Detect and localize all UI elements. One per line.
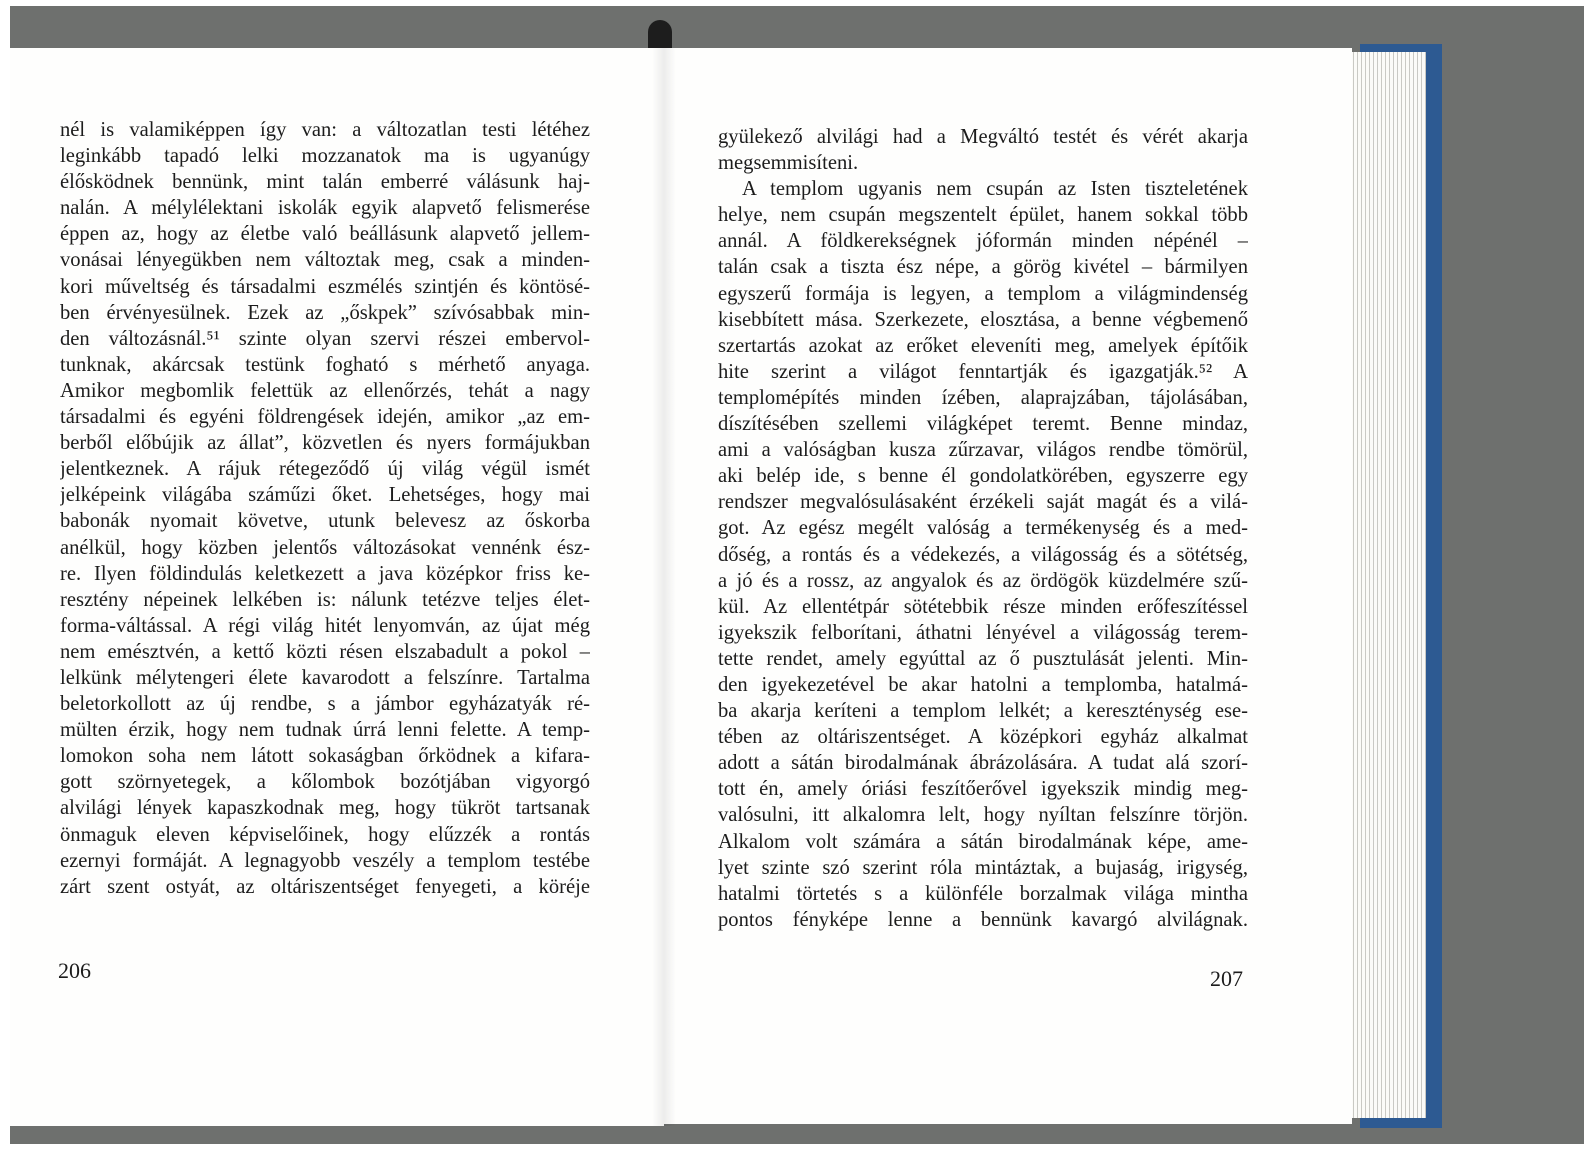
text-line: gyülekező alvilági had a Megváltó testét és vérét akarja — [718, 126, 1248, 148]
text-line: jelentkeznek. A rájuk rétegeződő új világ végül ismét — [60, 458, 590, 481]
text-line: resztény népeinek lelkében is: nálunk tetézve teljes élet- — [60, 588, 590, 611]
page-number-right: 207 — [1210, 966, 1243, 991]
text-line: önmaguk eleven képviselőinek, hogy elűzzék a rontás — [60, 823, 590, 846]
text-line: got. Az egész megélt valóság a termékenység és a med- — [718, 517, 1248, 540]
text-line: ami a valóságban kusza zűrzavar, világos rendbe tömörül, — [718, 439, 1248, 462]
right-page-text — [718, 124, 1248, 933]
text-line: díszítésében szellemi világképet teremt. Benne mindaz, — [718, 413, 1248, 436]
text-line: kül. Az ellentétpár sötétebbik része minden erőfeszítéssel — [718, 595, 1248, 618]
page-number-left: 206 — [58, 958, 91, 983]
text-line: templomépítés minden ízében, alaprajzában, tájolásában, — [718, 386, 1248, 409]
text-line: alvilági lények kapaszkodnak meg, hogy tükröt tartsanak — [60, 797, 590, 820]
text-line: igyekszik felborítani, áthatni lényével a világosság terem- — [718, 621, 1248, 644]
text-line: nem emésztvén, a kettő közti résen elszabadult a pokol – — [60, 640, 590, 663]
text-line: aki belép ide, s benne él gondolatkörében, egyszerre egy — [718, 465, 1248, 488]
text-line: szertartás azokat az erőket eleveníti meg, amelyek építőik — [718, 334, 1248, 357]
text-line: kisebbített mása. Szerkezete, elosztása, a benne végbemenő — [718, 308, 1248, 331]
text-line: rendszer megvalósulásaként érzékeli saját magát és a vilá- — [718, 491, 1248, 514]
text-line: annál. A földkerekségnek jóformán minden népénél – — [718, 230, 1248, 253]
text-line: kori műveltség és társadalmi eszmélés szintjén és köntösé- — [60, 275, 590, 298]
text-line: berből előbújik az állat”, közvetlen és nyers formájukban — [60, 432, 590, 455]
text-line: beletorkollott az új rendbe, s a jámbor egyházatyák ré- — [60, 693, 590, 716]
text-line: leginkább tapadó lelki mozzanatok ma is ugyanúgy — [60, 145, 590, 168]
text-line: zárt szent ostyát, az oltáriszentséget fenyegeti, a köréje — [60, 875, 590, 898]
text-line: tette rendet, amely egyúttal az ő pusztulását jelenti. Min- — [718, 647, 1248, 670]
text-line: élősködnek bennünk, mint talán emberré válásunk haj- — [60, 171, 590, 194]
text-line: nalán. A mélylélektani iskolák egyik alapvető felismerése — [60, 197, 590, 220]
text-line: dőség, a rontás és a védekezés, a világosság és a sötétség, — [718, 543, 1248, 566]
text-line: anélkül, hogy közben jelentős változásokat vennénk ész- — [60, 536, 590, 559]
text-line: társadalmi és egyéni földrengések idején, amikor „az em- — [60, 406, 590, 429]
text-line: A templom ugyanis nem csupán az Isten tiszteletének — [742, 178, 1248, 201]
text-line: gott szörnyetegek, a kőlombok bozótjában vigyorgó — [60, 771, 590, 794]
text-line: éppen az, hogy az életbe való beállásunk alapvető jellem- — [60, 223, 590, 246]
text-line: hite szerint a világot fenntartják és igazgatják.⁵² A — [718, 360, 1248, 383]
text-line: a jó és a rossz, az angyalok és az ördögök küzdelmére szű- — [718, 569, 1248, 592]
text-line: vonásai lényegükben nem változtak meg, csak a minden- — [60, 249, 590, 272]
book-gutter — [652, 48, 676, 1126]
text-line: den változásnál.⁵¹ szinte olyan szervi részei embervol- — [60, 327, 590, 350]
text-line: pontos fényképe lenne a bennünk kavargó alvilágnak. — [718, 908, 1248, 931]
text-line: ezernyi formáját. A legnagyobb veszély a templom testébe — [60, 849, 590, 872]
text-line: megsemmisíteni. — [718, 152, 859, 175]
text-line: helye, nem csupán megszentelt épület, hanem sokkal több — [718, 204, 1248, 227]
text-line: egyszerű formája is legyen, a templom a világmindenség — [718, 282, 1248, 305]
text-line: Alkalom volt számára a sátán birodalmának képe, ame- — [718, 830, 1248, 853]
text-line: mülten érzik, hogy nem tudnak úrrá lenni felette. A temp- — [60, 719, 590, 742]
text-line: forma-váltással. A régi világ hitét lenyomván, az újat még — [60, 614, 590, 637]
text-line: tében az oltáriszentséget. A középkori egyház alkalmat — [718, 726, 1248, 749]
text-line: lyet szinte szó szerint róla mintáztak, a bujaság, irigység, — [718, 856, 1248, 879]
text-line: tunknak, akárcsak testünk fogható s mérhető anyaga. — [60, 353, 590, 376]
left-page-text — [60, 117, 590, 900]
text-line: nél is valamiképpen így van: a változatlan testi létéhez — [60, 119, 590, 141]
text-line: tott én, amely óriási feszítőerővel igyekszik mindig meg- — [718, 778, 1248, 801]
text-line: Amikor megbomlik felettük az ellenőrzés, tehát a nagy — [60, 379, 590, 402]
text-line: den igyekezetével be akar hatolni a templomba, hatalmá- — [718, 673, 1248, 696]
text-line: valósulni, itt alkalomra lelt, hogy nyíltan felszínre törjön. — [718, 804, 1248, 827]
text-line: talán csak a tiszta ész népe, a görög kivétel – bármilyen — [718, 256, 1248, 279]
text-line: babonák nyomait követve, utunk belevesz az őskorba — [60, 510, 590, 533]
text-line: ba akarja keríteni a templom lelkét; a kereszténység ese- — [718, 700, 1248, 723]
text-line: ben érvényesülnek. Ezek az „őskpek” szívósabbak min- — [60, 301, 590, 324]
page-stack-edge — [1346, 52, 1426, 1118]
text-line: hatalmi törtetés s a különféle borzalmak világa mintha — [718, 882, 1248, 905]
text-line: lelkünk mélytengeri élete kavarodott a felszínre. Tartalma — [60, 666, 590, 689]
text-line: jelképeink világába száműzi őket. Lehetséges, hogy mai — [60, 484, 590, 507]
text-line: re. Ilyen földindulás keletkezett a java középkor friss ke- — [60, 562, 590, 585]
text-line: adott a sátán birodalmának ábrázolására. A tudat alá szorí- — [718, 752, 1248, 775]
text-line: lomokon soha nem látott sokaságban őrködnek a kifara- — [60, 745, 590, 768]
